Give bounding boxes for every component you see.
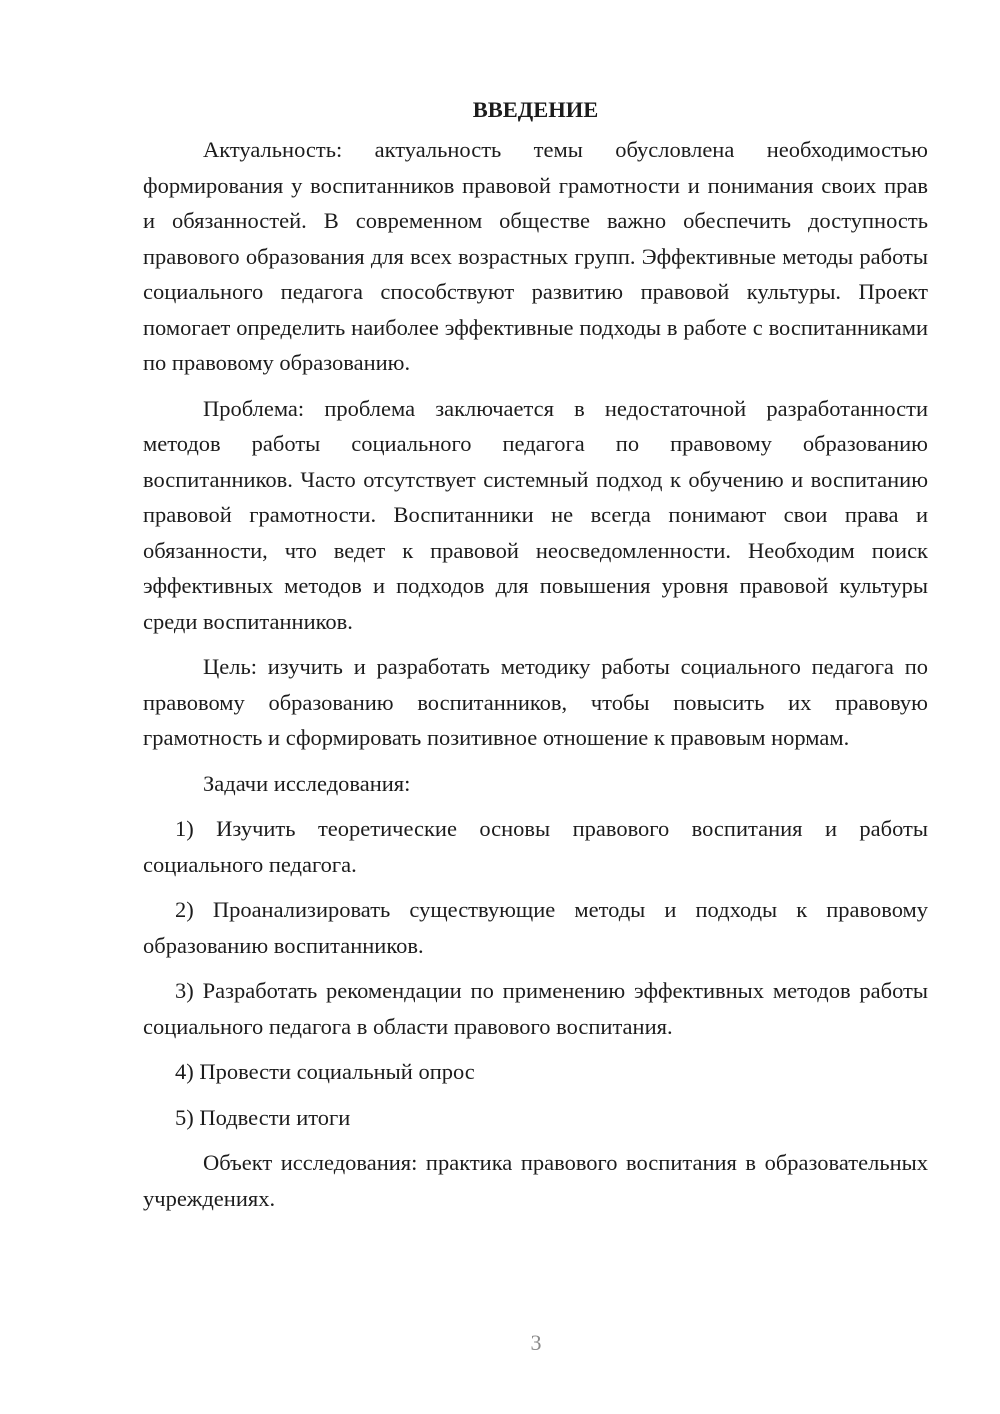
goal-paragraph: Цель: изучить и разработать методику работы социального педагога по правовому образованию воспитанников, чтобы повысить их правовую грамотность и сформировать позитивное отношение к правовым нормам. — [143, 654, 928, 750]
task-item: 4) Провести социальный опрос — [175, 1059, 475, 1084]
tasks-heading: Задачи исследования: — [203, 770, 411, 796]
page-content — [143, 92, 928, 1226]
task-item: 3) Разработать рекомендации по применению эффективных методов работы социального педагога в области правового воспитания. — [143, 978, 928, 1039]
task-item: 2) Проанализировать существующие методы и подходы к правовому образованию воспитанников. — [143, 897, 928, 958]
page-number: 3 — [530, 1330, 542, 1355]
relevance-paragraph: Актуальность: актуальность темы обусловлена необходимостью формирования у воспитанников правовой грамотности и понимания своих прав и обязанностей. В современном обществе важно обеспечить доступность правового образования для всех возрастных групп. Эффективные методы работы социального педагога способствуют развитию правовой культуры. Проект помогает определить наиболее эффективные подходы в работе с воспитанниками по правовому образованию. — [143, 137, 928, 375]
problem-paragraph: Проблема: проблема заключается в недостаточной разработанности методов работы социального педагога по правовому образованию воспитанников. Часто отсутствует системный подход к обучению и воспитанию правовой грамотности. Воспитанники не всегда понимают свои права и обязанности, что ведет к правовой неосведомленности. Необходим поиск эффективных методов и подходов для повышения уровня правовой культуры среди воспитанников. — [143, 395, 928, 634]
object-paragraph: Объект исследования: практика правового воспитания в образовательных учреждениях. — [143, 1150, 928, 1211]
task-item: 1) Изучить теоретические основы правового воспитания и работы социального педагога. — [143, 816, 928, 877]
section-heading: ВВЕДЕНИЕ — [472, 97, 599, 122]
task-item: 5) Подвести итоги — [175, 1104, 351, 1130]
